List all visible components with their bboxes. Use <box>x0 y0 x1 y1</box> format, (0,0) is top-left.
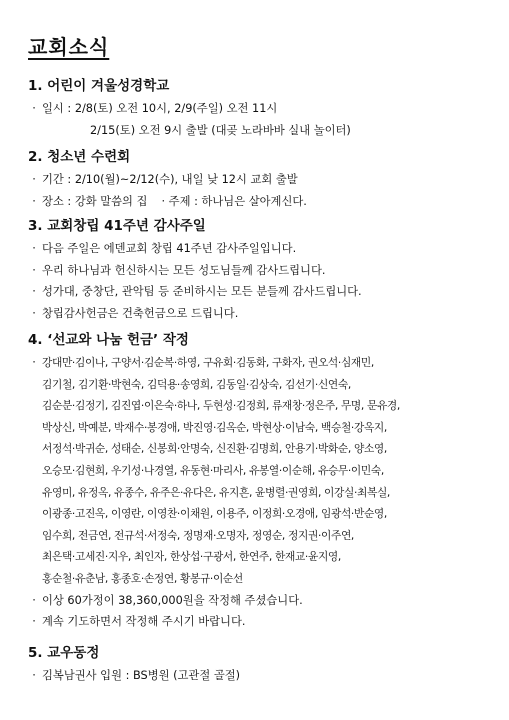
schedule-text: 일시 : 2/8(토) 오전 10시, 2/9(주일) 오전 11시 <box>42 102 278 115</box>
donor-line: 임수희, 전금연, 전규석·서정숙, 정명재·오명자, 정영순, 정지권·이주연, <box>42 528 354 542</box>
donor-line: 김기철, 김기환·박현숙, 김덕용·송영희, 김동일·김상숙, 김선기·신연숙, <box>42 377 351 391</box>
section-youth-retreat <box>28 147 489 212</box>
donor-line: 김순분·김정기, 김진엽·이은숙·하나, 두현성·김정희, 류재창·정은주, 무명, 문유경, <box>42 399 400 413</box>
bullet-icon: · <box>32 173 36 186</box>
item-text: 김복남권사 입원 : BS병원 (고관절 골절) <box>42 668 241 682</box>
total-text: 이상 60가정이 38,360,000원을 작정해 주셨습니다. <box>42 593 303 607</box>
list-item <box>28 590 489 612</box>
section-winter-bible-school <box>28 76 489 141</box>
list-item <box>28 281 489 303</box>
prayer-text: 계속 기도하면서 작정해 주시기 바랍니다. <box>42 615 246 629</box>
section-heading: 5. 교우동정 <box>28 644 100 661</box>
bullet-icon: · <box>32 356 36 369</box>
page-title: 교회소식 <box>28 35 110 59</box>
item-text: 창립감사헌금은 건축헌금으로 드립니다. <box>42 306 239 320</box>
bullet-icon: · <box>32 263 36 277</box>
section-mission-offering <box>28 330 489 633</box>
place-text: 장소 : 강화 말씀의 집 <box>42 194 148 208</box>
bullet-icon: · <box>32 668 36 682</box>
donor-line: 유영미, 유정옥, 유종수, 유주은·유다은, 유지흔, 윤병렬·권영희, 이강실·최복실, <box>42 485 390 499</box>
bullet-icon: · <box>32 194 36 208</box>
theme-text: · 주제 : 하나님은 살아계신다. <box>161 194 307 208</box>
bullet-icon: · <box>32 102 36 115</box>
donor-line: 서정석·박귀순, 성태순, 신봉희·안명숙, 신진환·김명희, 안용기·박화순, 양소영, <box>42 442 387 456</box>
section-heading: 1. 어린이 겨울성경학교 <box>28 78 170 94</box>
bullet-icon: · <box>32 593 36 607</box>
period-text: 기간 : 2/10(월)~2/12(수), 내일 낮 12시 교회 출발 <box>42 173 298 186</box>
item-text: 성가대, 중창단, 관악팀 등 준비하시는 모든 분들께 감사드립니다. <box>42 285 362 298</box>
section-anniversary-sunday <box>28 216 489 324</box>
donor-line: 최은택·고세진·지우, 최인자, 한상섭·구광서, 한연주, 한재교·윤지영, <box>42 550 341 564</box>
donor-list <box>28 352 489 590</box>
donor-line: 이광종·고진옥, 이영란, 이영찬·이채원, 이용주, 이정희·오경애, 임광석·반순영, <box>42 507 387 521</box>
donor-line: 박상신, 박예분, 박재수·봉경애, 박진영·김옥순, 박현상·이남숙, 백승철·강옥지, <box>42 420 387 434</box>
section-heading: 2. 청소년 수련회 <box>28 149 131 165</box>
bullet-icon: · <box>32 242 36 255</box>
item-text: 다음 주일은 에덴교회 창립 41주년 감사주일입니다. <box>42 242 297 255</box>
donor-line: 강대만·김이나, 구양서·김순복·하영, 구유회·김동화, 구화자, 권오석·심재민, <box>42 356 374 369</box>
bullet-icon: · <box>32 615 36 629</box>
list-item <box>28 238 489 260</box>
list-item <box>28 611 489 633</box>
donor-line: 오승모·김현희, 우기성·나경열, 유동현·마리사, 유봉열·이순해, 유승무·이민숙, <box>42 463 384 477</box>
item-text: 우리 하나님과 헌신하시는 모든 성도님들께 감사드립니다. <box>42 263 326 277</box>
list-item <box>28 191 489 213</box>
bullet-icon: · <box>32 285 36 298</box>
list-item <box>28 98 489 120</box>
list-item <box>28 260 489 282</box>
bullet-icon: · <box>32 306 36 320</box>
list-item <box>28 169 489 191</box>
section-heading: 3. 교회창립 41주년 감사주일 <box>28 218 206 234</box>
section-member-news <box>28 643 489 687</box>
list-item <box>28 665 489 687</box>
donor-line: 홍순철·유춘남, 홍종호·손정연, 황봉규·이순선 <box>42 571 243 585</box>
list-item <box>28 303 489 325</box>
schedule-continuation: 2/15(토) 오전 9시 출발 (대곶 노라바바 실내 놀이터) <box>90 123 351 137</box>
section-heading: 4. ‘선교와 나눔 헌금’ 작정 <box>28 332 189 348</box>
